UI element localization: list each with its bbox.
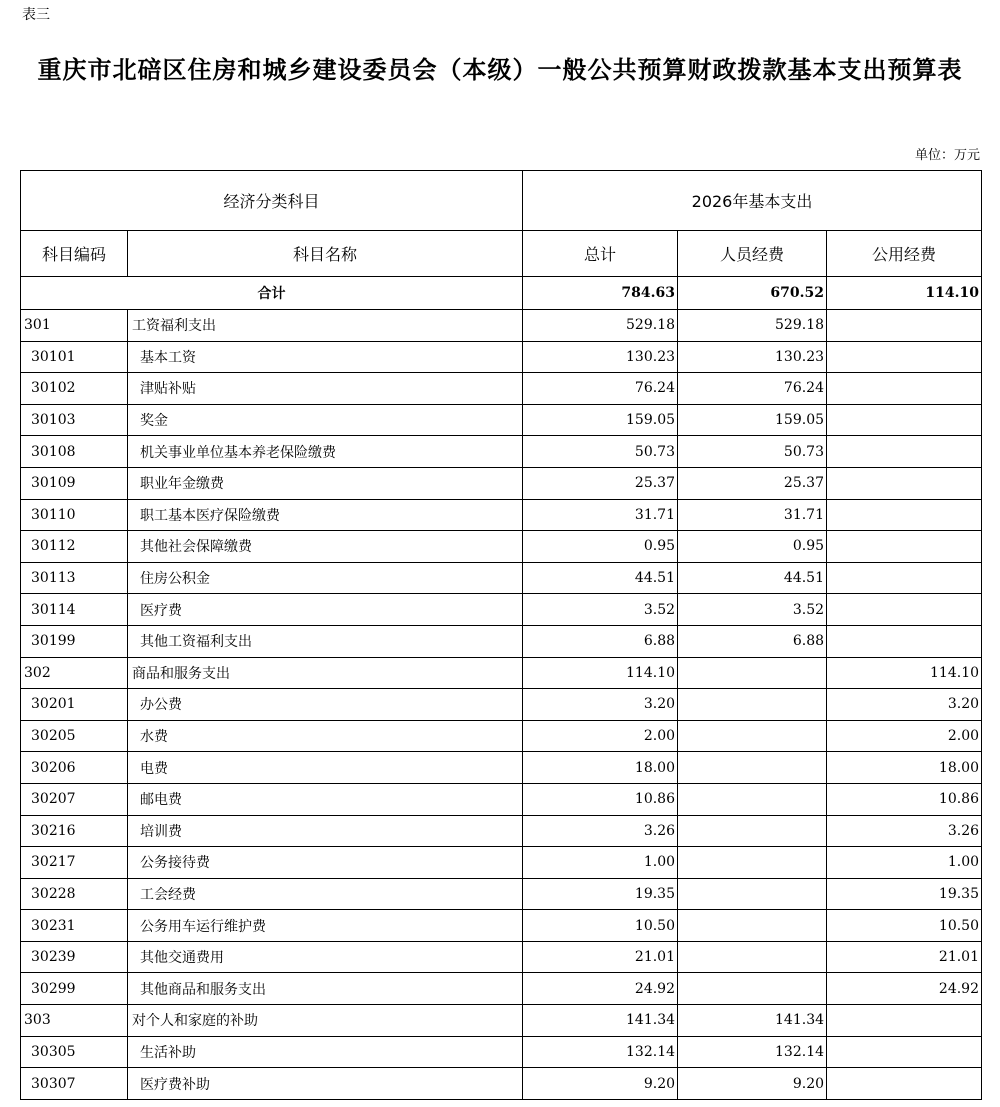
row-code: 302 xyxy=(21,657,128,689)
row-total: 130.23 xyxy=(523,341,678,373)
header-basic-expenditure: 2026年基本支出 xyxy=(523,171,982,231)
row-name: 生活补助 xyxy=(128,1036,523,1068)
row-code: 30228 xyxy=(21,878,128,910)
row-total: 10.50 xyxy=(523,910,678,942)
row-personnel xyxy=(678,689,827,721)
row-total: 2.00 xyxy=(523,720,678,752)
row-total: 76.24 xyxy=(523,373,678,405)
row-total: 6.88 xyxy=(523,625,678,657)
row-public: 10.86 xyxy=(827,783,982,815)
row-code: 30216 xyxy=(21,815,128,847)
table-row xyxy=(21,467,982,499)
row-personnel xyxy=(678,752,827,784)
table-body xyxy=(21,277,982,1100)
row-total: 159.05 xyxy=(523,404,678,436)
total-sum: 784.63 xyxy=(523,277,678,310)
page-title: 重庆市北碚区住房和城乡建设委员会（本级）一般公共预算财政拨款基本支出预算表 xyxy=(37,55,963,84)
row-personnel: 25.37 xyxy=(678,467,827,499)
row-code: 30217 xyxy=(21,847,128,879)
header-row-1 xyxy=(21,171,982,231)
row-code: 30307 xyxy=(21,1068,128,1100)
row-name: 奖金 xyxy=(128,404,523,436)
row-public xyxy=(827,436,982,468)
row-public xyxy=(827,310,982,342)
row-public xyxy=(827,562,982,594)
total-personnel: 670.52 xyxy=(678,277,827,310)
row-public xyxy=(827,594,982,626)
table-row xyxy=(21,783,982,815)
table-row xyxy=(21,973,982,1005)
header-personnel: 人员经费 xyxy=(678,231,827,277)
unit-label: 单位：万元 xyxy=(914,148,980,163)
row-name: 商品和服务支出 xyxy=(128,657,523,689)
table-row xyxy=(21,341,982,373)
table-row xyxy=(21,1068,982,1100)
table-row xyxy=(21,625,982,657)
row-personnel: 132.14 xyxy=(678,1036,827,1068)
header-public: 公用经费 xyxy=(827,231,982,277)
row-personnel: 76.24 xyxy=(678,373,827,405)
row-name: 职业年金缴费 xyxy=(128,467,523,499)
row-public: 21.01 xyxy=(827,941,982,973)
row-code: 30108 xyxy=(21,436,128,468)
row-code: 30305 xyxy=(21,1036,128,1068)
header-name: 科目名称 xyxy=(128,231,523,277)
row-name: 津贴补贴 xyxy=(128,373,523,405)
table-number: 表三 xyxy=(22,7,50,23)
row-public xyxy=(827,1068,982,1100)
row-total: 529.18 xyxy=(523,310,678,342)
table-row xyxy=(21,752,982,784)
row-name: 职工基本医疗保险缴费 xyxy=(128,499,523,531)
row-public xyxy=(827,341,982,373)
row-code: 30205 xyxy=(21,720,128,752)
row-name: 电费 xyxy=(128,752,523,784)
row-personnel: 9.20 xyxy=(678,1068,827,1100)
row-personnel: 529.18 xyxy=(678,310,827,342)
row-personnel: 6.88 xyxy=(678,625,827,657)
row-total: 0.95 xyxy=(523,531,678,563)
row-code: 30239 xyxy=(21,941,128,973)
row-total: 3.26 xyxy=(523,815,678,847)
table-row xyxy=(21,436,982,468)
row-personnel: 141.34 xyxy=(678,1005,827,1037)
header-code: 科目编码 xyxy=(21,231,128,277)
table-row xyxy=(21,310,982,342)
row-public xyxy=(827,1005,982,1037)
row-personnel xyxy=(678,783,827,815)
row-personnel xyxy=(678,720,827,752)
row-public xyxy=(827,1036,982,1068)
row-public xyxy=(827,625,982,657)
row-total: 21.01 xyxy=(523,941,678,973)
table-row xyxy=(21,815,982,847)
table-row xyxy=(21,404,982,436)
row-name: 办公费 xyxy=(128,689,523,721)
row-total: 114.10 xyxy=(523,657,678,689)
row-public xyxy=(827,373,982,405)
total-label: 合计 xyxy=(21,277,523,310)
row-public: 24.92 xyxy=(827,973,982,1005)
row-public: 114.10 xyxy=(827,657,982,689)
row-name: 公务接待费 xyxy=(128,847,523,879)
row-name: 机关事业单位基本养老保险缴费 xyxy=(128,436,523,468)
table-row xyxy=(21,373,982,405)
row-personnel xyxy=(678,847,827,879)
table-row xyxy=(21,531,982,563)
row-name: 基本工资 xyxy=(128,341,523,373)
row-public xyxy=(827,499,982,531)
row-name: 医疗费 xyxy=(128,594,523,626)
row-code: 30199 xyxy=(21,625,128,657)
row-personnel xyxy=(678,941,827,973)
row-total: 31.71 xyxy=(523,499,678,531)
table-row xyxy=(21,1005,982,1037)
row-personnel xyxy=(678,815,827,847)
row-personnel: 44.51 xyxy=(678,562,827,594)
row-name: 工资福利支出 xyxy=(128,310,523,342)
header-total: 总计 xyxy=(523,231,678,277)
table-row xyxy=(21,689,982,721)
row-total: 3.20 xyxy=(523,689,678,721)
row-name: 工会经费 xyxy=(128,878,523,910)
row-name: 其他交通费用 xyxy=(128,941,523,973)
row-total: 18.00 xyxy=(523,752,678,784)
row-total: 132.14 xyxy=(523,1036,678,1068)
row-code: 303 xyxy=(21,1005,128,1037)
row-code: 30112 xyxy=(21,531,128,563)
row-personnel xyxy=(678,657,827,689)
row-code: 30101 xyxy=(21,341,128,373)
row-personnel: 159.05 xyxy=(678,404,827,436)
row-personnel: 3.52 xyxy=(678,594,827,626)
row-code: 30114 xyxy=(21,594,128,626)
row-public: 3.26 xyxy=(827,815,982,847)
row-code: 301 xyxy=(21,310,128,342)
table-row xyxy=(21,499,982,531)
row-name: 住房公积金 xyxy=(128,562,523,594)
row-code: 30103 xyxy=(21,404,128,436)
table-row xyxy=(21,1036,982,1068)
row-public: 10.50 xyxy=(827,910,982,942)
row-total: 10.86 xyxy=(523,783,678,815)
row-name: 其他社会保障缴费 xyxy=(128,531,523,563)
table-row xyxy=(21,594,982,626)
table-row xyxy=(21,847,982,879)
row-name: 培训费 xyxy=(128,815,523,847)
header-econ-category: 经济分类科目 xyxy=(21,171,523,231)
row-code: 30102 xyxy=(21,373,128,405)
row-public xyxy=(827,531,982,563)
row-public xyxy=(827,404,982,436)
table-row xyxy=(21,657,982,689)
row-name: 医疗费补助 xyxy=(128,1068,523,1100)
table-row xyxy=(21,878,982,910)
row-name: 对个人和家庭的补助 xyxy=(128,1005,523,1037)
row-total: 19.35 xyxy=(523,878,678,910)
row-total: 44.51 xyxy=(523,562,678,594)
row-personnel: 0.95 xyxy=(678,531,827,563)
row-personnel xyxy=(678,973,827,1005)
row-total: 50.73 xyxy=(523,436,678,468)
row-public: 2.00 xyxy=(827,720,982,752)
row-total: 1.00 xyxy=(523,847,678,879)
row-code: 30113 xyxy=(21,562,128,594)
row-public xyxy=(827,467,982,499)
row-personnel: 31.71 xyxy=(678,499,827,531)
table-row xyxy=(21,562,982,594)
row-total: 9.20 xyxy=(523,1068,678,1100)
row-total: 141.34 xyxy=(523,1005,678,1037)
row-total: 24.92 xyxy=(523,973,678,1005)
row-code: 30207 xyxy=(21,783,128,815)
row-personnel xyxy=(678,910,827,942)
row-name: 公务用车运行维护费 xyxy=(128,910,523,942)
row-code: 30110 xyxy=(21,499,128,531)
row-code: 30231 xyxy=(21,910,128,942)
row-code: 30206 xyxy=(21,752,128,784)
row-total: 3.52 xyxy=(523,594,678,626)
row-name: 邮电费 xyxy=(128,783,523,815)
table-row xyxy=(21,941,982,973)
row-code: 30109 xyxy=(21,467,128,499)
row-public: 3.20 xyxy=(827,689,982,721)
budget-table xyxy=(20,170,982,1100)
row-public: 19.35 xyxy=(827,878,982,910)
row-personnel: 130.23 xyxy=(678,341,827,373)
row-public: 18.00 xyxy=(827,752,982,784)
header-row-2 xyxy=(21,231,982,277)
row-total: 25.37 xyxy=(523,467,678,499)
row-code: 30299 xyxy=(21,973,128,1005)
table-row xyxy=(21,720,982,752)
total-public: 114.10 xyxy=(827,277,982,310)
row-name: 水费 xyxy=(128,720,523,752)
row-personnel xyxy=(678,878,827,910)
row-personnel: 50.73 xyxy=(678,436,827,468)
row-code: 30201 xyxy=(21,689,128,721)
row-name: 其他工资福利支出 xyxy=(128,625,523,657)
row-name: 其他商品和服务支出 xyxy=(128,973,523,1005)
row-public: 1.00 xyxy=(827,847,982,879)
total-row xyxy=(21,277,982,310)
table-row xyxy=(21,910,982,942)
